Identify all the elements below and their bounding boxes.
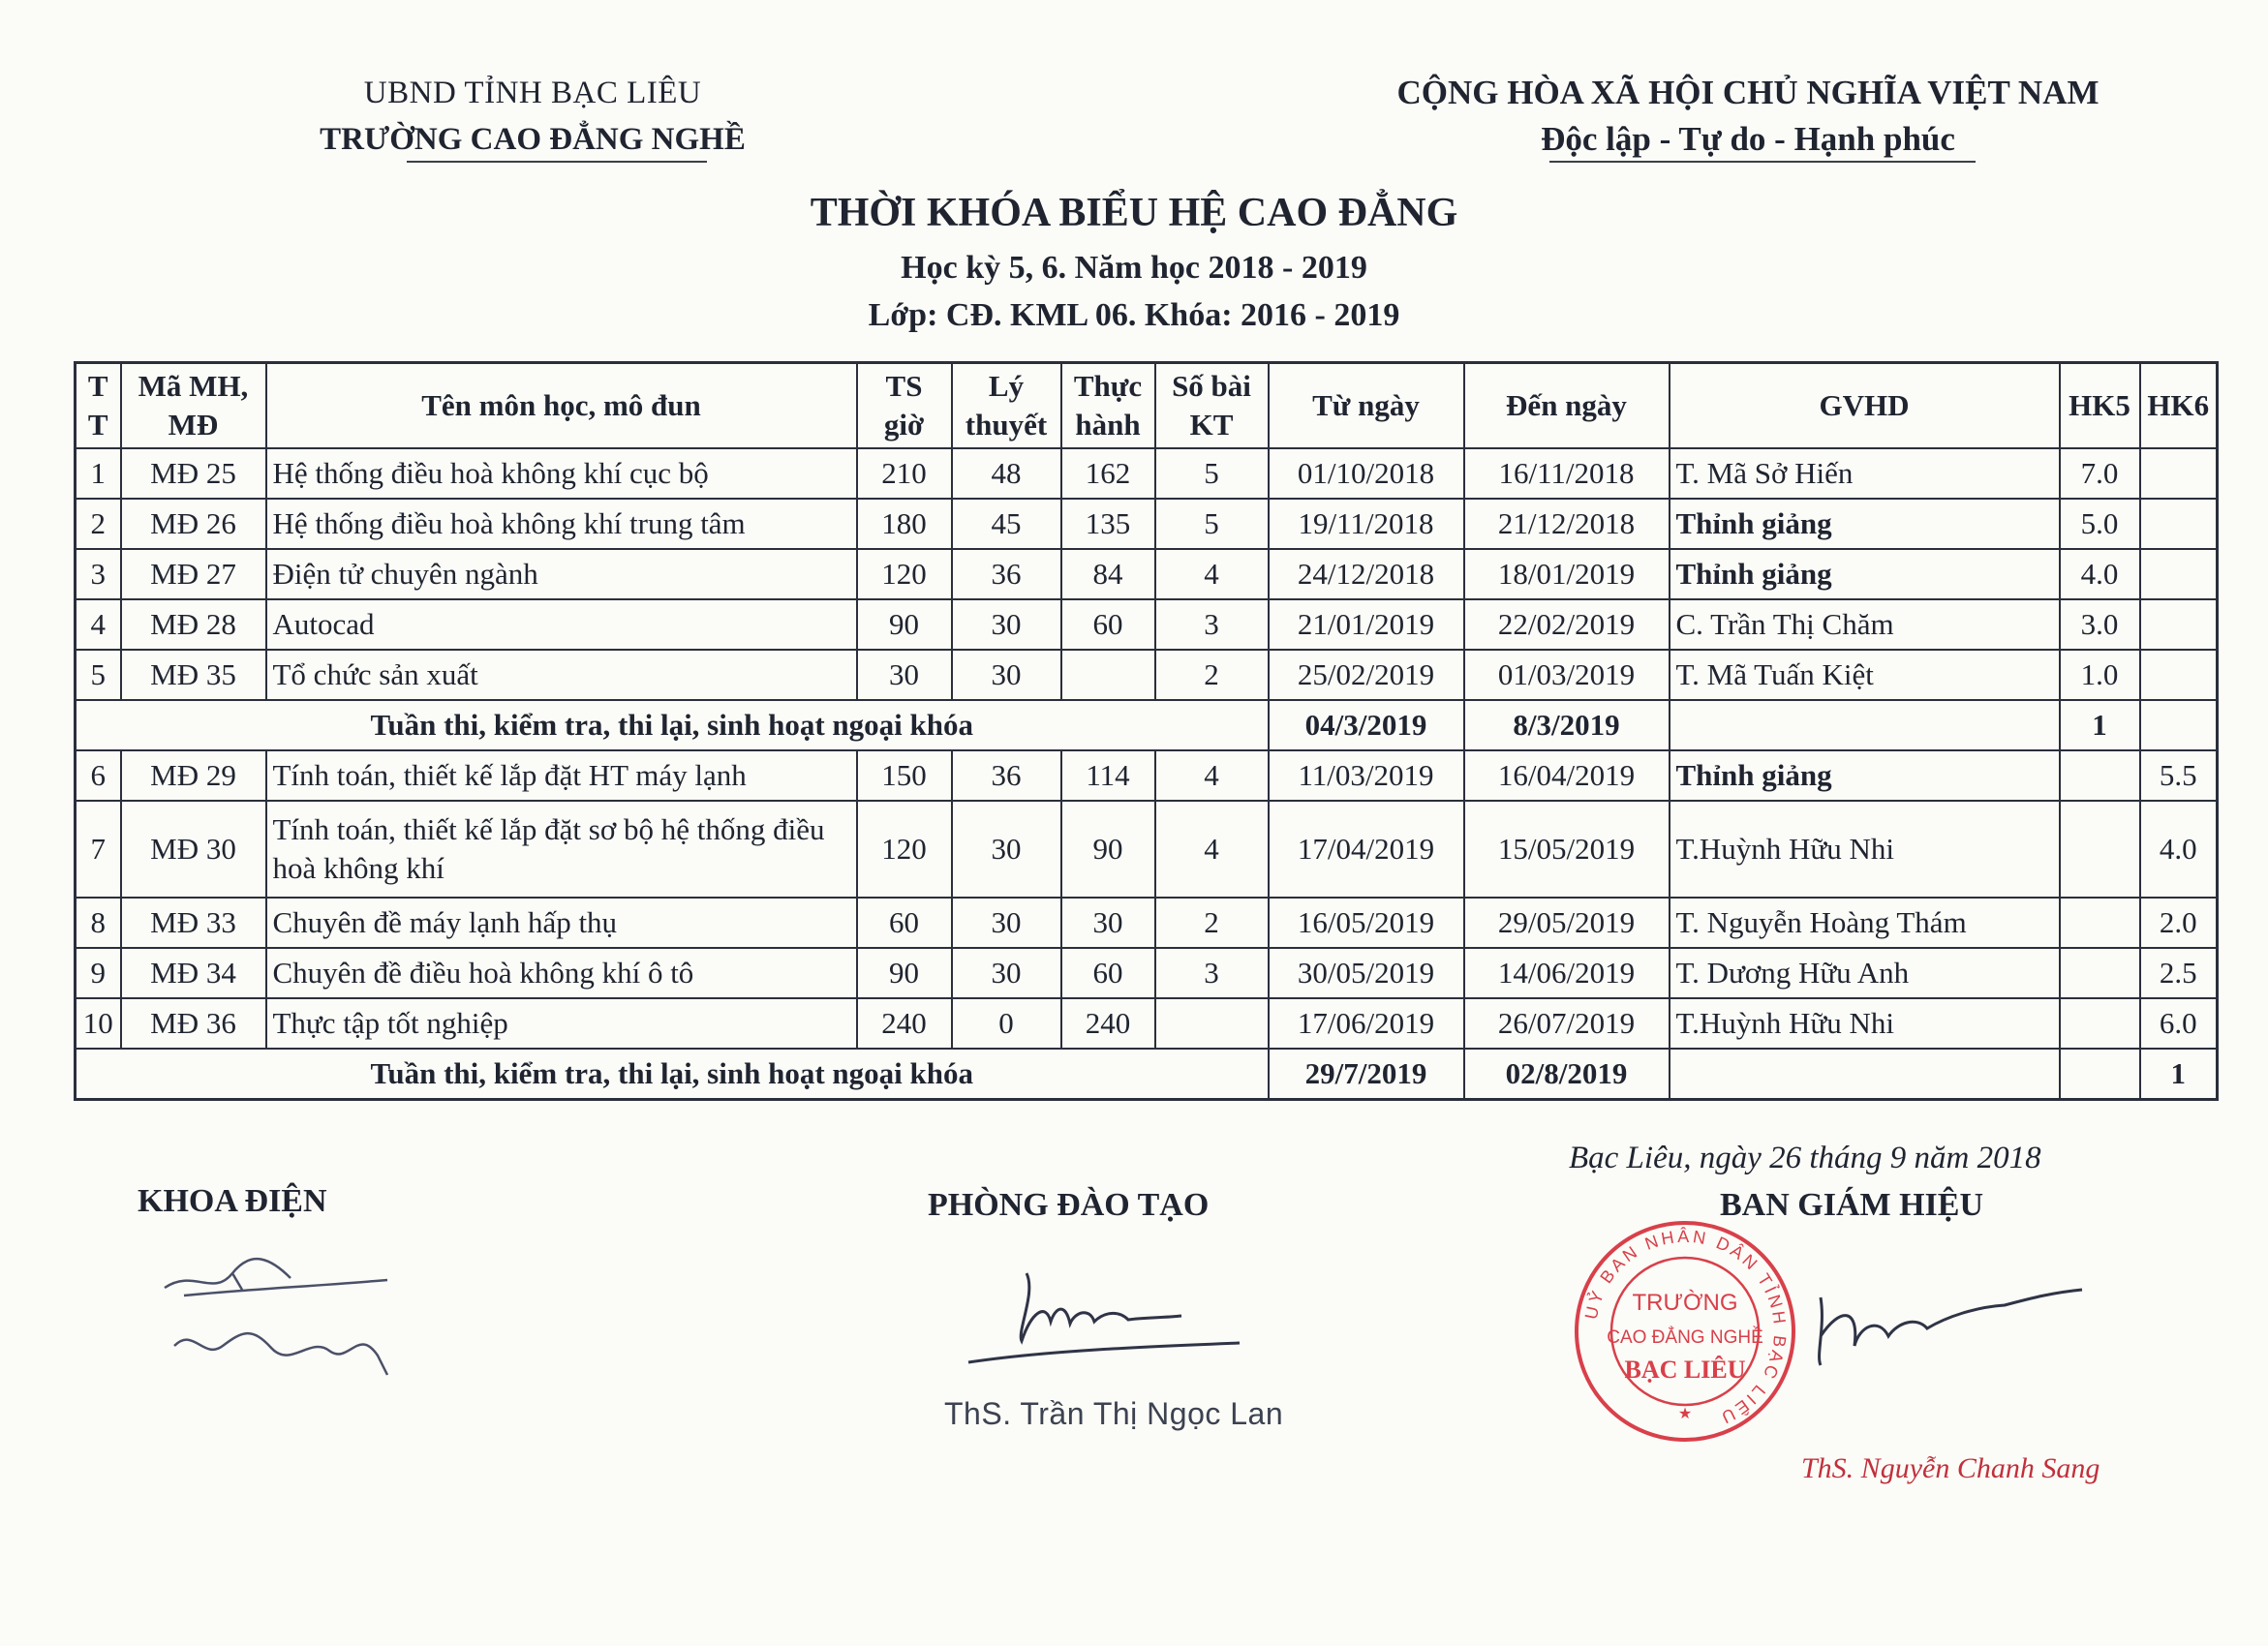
- cell-th: 240: [1061, 998, 1155, 1049]
- summary-label: Tuần thi, kiểm tra, thi lại, sinh hoạt ngoại khóa: [76, 700, 1269, 750]
- cell-den: 16/04/2019: [1464, 750, 1670, 801]
- cell-gv: T.Huỳnh Hữu Nhi: [1670, 801, 2060, 898]
- seal-line-2: CAO ĐẲNG NGHỀ: [1607, 1327, 1763, 1348]
- cell-kt: 3: [1155, 599, 1269, 650]
- cell-tu: 17/04/2019: [1269, 801, 1464, 898]
- cell-ten: Chuyên đề điều hoà không khí ô tô: [266, 948, 857, 998]
- cell-den: 26/07/2019: [1464, 998, 1670, 1049]
- signature-khoa-dien-icon: [126, 1230, 436, 1394]
- cell-hk5: 4.0: [2060, 549, 2140, 599]
- issuer-underline: [407, 161, 707, 163]
- cell-tt: 5: [76, 650, 121, 700]
- table-header-row: [76, 363, 2218, 449]
- cell-tu: 17/06/2019: [1269, 998, 1464, 1049]
- cell-ten: Tổ chức sản xuất: [266, 650, 857, 700]
- cell-ten: Điện tử chuyên ngành: [266, 549, 857, 599]
- cell-ten: Hệ thống điều hoà không khí cục bộ: [266, 448, 857, 499]
- col-ts: TS giờ: [857, 363, 952, 449]
- cell-den: 29/05/2019: [1464, 898, 1670, 948]
- cell-hk5: [2060, 801, 2140, 898]
- cell-hk6: [2140, 448, 2218, 499]
- cell-lt: 48: [952, 448, 1061, 499]
- table-row: [76, 898, 2218, 948]
- cell-th: 60: [1061, 948, 1155, 998]
- cell-th: 60: [1061, 599, 1155, 650]
- cell-hk5: 3.0: [2060, 599, 2140, 650]
- cell-tt: 1: [76, 448, 121, 499]
- cell-tu: 11/03/2019: [1269, 750, 1464, 801]
- table-row: [76, 650, 2218, 700]
- summary-hk5: [2060, 1049, 2140, 1100]
- table-row: [76, 599, 2218, 650]
- cell-gv: T. Nguyễn Hoàng Thám: [1670, 898, 2060, 948]
- cell-hk5: 7.0: [2060, 448, 2140, 499]
- cell-gv: C. Trần Thị Chăm: [1670, 599, 2060, 650]
- cell-den: 15/05/2019: [1464, 801, 1670, 898]
- cell-kt: 4: [1155, 801, 1269, 898]
- col-gv: GVHD: [1670, 363, 2060, 449]
- col-ten: Tên môn học, mô đun: [266, 363, 857, 449]
- summary-den: 02/8/2019: [1464, 1049, 1670, 1100]
- cell-hk6: [2140, 599, 2218, 650]
- cell-den: 14/06/2019: [1464, 948, 1670, 998]
- signer-name-ban: ThS. Nguyễn Chanh Sang: [1801, 1452, 2100, 1484]
- cell-ts: 180: [857, 499, 952, 549]
- cell-ts: 210: [857, 448, 952, 499]
- signing-date: Bạc Liêu, ngày 26 tháng 9 năm 2018: [1569, 1141, 2041, 1175]
- cell-th: [1061, 650, 1155, 700]
- cell-ten: Chuyên đề máy lạnh hấp thụ: [266, 898, 857, 948]
- class-line: Lớp: CĐ. KML 06. Khóa: 2016 - 2019: [868, 297, 1400, 333]
- cell-ma: MĐ 28: [121, 599, 266, 650]
- cell-ts: 90: [857, 948, 952, 998]
- cell-lt: 36: [952, 750, 1061, 801]
- motto: Độc lập - Tự do - Hạnh phúc: [1541, 120, 1955, 158]
- signature-phong-dao-tao-icon: [959, 1254, 1249, 1380]
- summary-tu: 04/3/2019: [1269, 700, 1464, 750]
- cell-hk6: 5.5: [2140, 750, 2218, 801]
- table-row: [76, 998, 2218, 1049]
- cell-tu: 30/05/2019: [1269, 948, 1464, 998]
- cell-gv: Thỉnh giảng: [1670, 499, 2060, 549]
- cell-lt: 36: [952, 549, 1061, 599]
- signer-name-phong: ThS. Trần Thị Ngọc Lan: [944, 1396, 1284, 1431]
- table-row: [76, 499, 2218, 549]
- national-motto-block: [1370, 70, 2126, 163]
- summary-hk6: [2140, 700, 2218, 750]
- cell-den: 18/01/2019: [1464, 549, 1670, 599]
- issuer-block: [281, 70, 784, 163]
- cell-tt: 7: [76, 801, 121, 898]
- signer-khoa-dien: KHOA ĐIỆN: [138, 1183, 327, 1219]
- col-hk6: HK6: [2140, 363, 2218, 449]
- cell-ts: 150: [857, 750, 952, 801]
- summary-row-hk5: [76, 700, 2218, 750]
- cell-ts: 240: [857, 998, 952, 1049]
- cell-den: 01/03/2019: [1464, 650, 1670, 700]
- cell-kt: 5: [1155, 499, 1269, 549]
- cell-kt: 2: [1155, 898, 1269, 948]
- cell-gv: Thỉnh giảng: [1670, 750, 2060, 801]
- cell-ma: MĐ 36: [121, 998, 266, 1049]
- summary-den: 8/3/2019: [1464, 700, 1670, 750]
- cell-kt: 4: [1155, 549, 1269, 599]
- summary-row-hk6: [76, 1049, 2218, 1100]
- issuer-line-1: UBND TỈNH BẠC LIÊU: [363, 76, 702, 110]
- col-tu: Từ ngày: [1269, 363, 1464, 449]
- cell-th: 90: [1061, 801, 1155, 898]
- cell-hk6: [2140, 499, 2218, 549]
- cell-tu: 19/11/2018: [1269, 499, 1464, 549]
- cell-gv: T.Huỳnh Hữu Nhi: [1670, 998, 2060, 1049]
- semester-line: Học kỳ 5, 6. Năm học 2018 - 2019: [901, 250, 1367, 286]
- cell-ten: Thực tập tốt nghiệp: [266, 998, 857, 1049]
- summary-label: Tuần thi, kiểm tra, thi lại, sinh hoạt ngoại khóa: [76, 1049, 1269, 1100]
- col-ma: Mã MH, MĐ: [121, 363, 266, 449]
- cell-tt: 4: [76, 599, 121, 650]
- cell-ma: MĐ 27: [121, 549, 266, 599]
- cell-ten: Hệ thống điều hoà không khí trung tâm: [266, 499, 857, 549]
- cell-tt: 10: [76, 998, 121, 1049]
- cell-ma: MĐ 25: [121, 448, 266, 499]
- cell-tt: 9: [76, 948, 121, 998]
- cell-hk6: [2140, 650, 2218, 700]
- cell-tt: 2: [76, 499, 121, 549]
- cell-hk5: [2060, 998, 2140, 1049]
- cell-gv: Thỉnh giảng: [1670, 549, 2060, 599]
- cell-tt: 3: [76, 549, 121, 599]
- cell-tu: 21/01/2019: [1269, 599, 1464, 650]
- seal-line-3: BẠC LIÊU: [1624, 1356, 1746, 1384]
- cell-ts: 120: [857, 801, 952, 898]
- cell-lt: 30: [952, 599, 1061, 650]
- table-row: [76, 750, 2218, 801]
- cell-lt: 30: [952, 898, 1061, 948]
- table-row: [76, 948, 2218, 998]
- cell-ts: 90: [857, 599, 952, 650]
- table-row: [76, 448, 2218, 499]
- country-name: CỘNG HÒA XÃ HỘI CHỦ NGHĨA VIỆT NAM: [1396, 74, 2099, 111]
- summary-gv: [1670, 700, 2060, 750]
- cell-gv: T. Mã Sở Hiến: [1670, 448, 2060, 499]
- cell-hk5: 1.0: [2060, 650, 2140, 700]
- cell-th: 135: [1061, 499, 1155, 549]
- seal-ring-text: UỶ BAN NHÂN DÂN TỈNH BẠC LIÊU: [1580, 1226, 1791, 1429]
- cell-hk6: 4.0: [2140, 801, 2218, 898]
- table-row: [76, 549, 2218, 599]
- cell-kt: 3: [1155, 948, 1269, 998]
- issuer-line-2: TRƯỜNG CAO ĐẲNG NGHỀ: [320, 122, 746, 157]
- cell-ma: MĐ 33: [121, 898, 266, 948]
- cell-ma: MĐ 29: [121, 750, 266, 801]
- col-kt: Số bài KT: [1155, 363, 1269, 449]
- cell-hk6: 2.0: [2140, 898, 2218, 948]
- document-title: THỜI KHÓA BIỂU HỆ CAO ĐẲNG: [810, 191, 1458, 235]
- cell-ts: 30: [857, 650, 952, 700]
- cell-tt: 6: [76, 750, 121, 801]
- cell-tu: 01/10/2018: [1269, 448, 1464, 499]
- cell-hk5: [2060, 750, 2140, 801]
- cell-kt: 5: [1155, 448, 1269, 499]
- col-th: Thực hành: [1061, 363, 1155, 449]
- cell-ts: 120: [857, 549, 952, 599]
- cell-hk6: 6.0: [2140, 998, 2218, 1049]
- motto-underline: [1549, 161, 1976, 163]
- svg-text:★: ★: [1677, 1406, 1693, 1422]
- cell-den: 21/12/2018: [1464, 499, 1670, 549]
- cell-gv: T. Mã Tuấn Kiệt: [1670, 650, 2060, 700]
- summary-hk6: 1: [2140, 1049, 2218, 1100]
- cell-th: 114: [1061, 750, 1155, 801]
- signer-ban-giam-hieu: BAN GIÁM HIỆU: [1720, 1187, 1984, 1223]
- cell-ts: 60: [857, 898, 952, 948]
- cell-lt: 0: [952, 998, 1061, 1049]
- col-tt: T T: [76, 363, 121, 449]
- cell-ma: MĐ 26: [121, 499, 266, 549]
- summary-hk5: 1: [2060, 700, 2140, 750]
- cell-den: 22/02/2019: [1464, 599, 1670, 650]
- cell-hk5: [2060, 898, 2140, 948]
- table-row: [76, 801, 2218, 898]
- col-den: Đến ngày: [1464, 363, 1670, 449]
- cell-tu: 25/02/2019: [1269, 650, 1464, 700]
- cell-ma: MĐ 30: [121, 801, 266, 898]
- official-seal-icon: [1569, 1215, 1801, 1448]
- cell-lt: 30: [952, 948, 1061, 998]
- cell-ma: MĐ 34: [121, 948, 266, 998]
- cell-ten: Tính toán, thiết kế lắp đặt HT máy lạnh: [266, 750, 857, 801]
- cell-lt: 30: [952, 801, 1061, 898]
- cell-hk5: 5.0: [2060, 499, 2140, 549]
- signature-ban-giam-hieu-icon: [1801, 1268, 2092, 1385]
- timetable: [74, 361, 2219, 1101]
- col-hk5: HK5: [2060, 363, 2140, 449]
- col-lt: Lý thuyết: [952, 363, 1061, 449]
- cell-tt: 8: [76, 898, 121, 948]
- signer-phong-dao-tao: PHÒNG ĐÀO TẠO: [928, 1187, 1210, 1223]
- cell-th: 84: [1061, 549, 1155, 599]
- cell-kt: 2: [1155, 650, 1269, 700]
- cell-tu: 16/05/2019: [1269, 898, 1464, 948]
- cell-kt: [1155, 998, 1269, 1049]
- seal-line-1: TRƯỜNG: [1632, 1290, 1738, 1316]
- cell-ten: Tính toán, thiết kế lắp đặt sơ bộ hệ thống điều hoà không khí: [266, 801, 857, 898]
- cell-lt: 45: [952, 499, 1061, 549]
- summary-tu: 29/7/2019: [1269, 1049, 1464, 1100]
- cell-th: 162: [1061, 448, 1155, 499]
- cell-ten: Autocad: [266, 599, 857, 650]
- cell-hk6: 2.5: [2140, 948, 2218, 998]
- cell-lt: 30: [952, 650, 1061, 700]
- cell-kt: 4: [1155, 750, 1269, 801]
- cell-gv: T. Dương Hữu Anh: [1670, 948, 2060, 998]
- summary-gv: [1670, 1049, 2060, 1100]
- cell-tu: 24/12/2018: [1269, 549, 1464, 599]
- cell-hk6: [2140, 549, 2218, 599]
- cell-th: 30: [1061, 898, 1155, 948]
- cell-den: 16/11/2018: [1464, 448, 1670, 499]
- cell-hk5: [2060, 948, 2140, 998]
- cell-ma: MĐ 35: [121, 650, 266, 700]
